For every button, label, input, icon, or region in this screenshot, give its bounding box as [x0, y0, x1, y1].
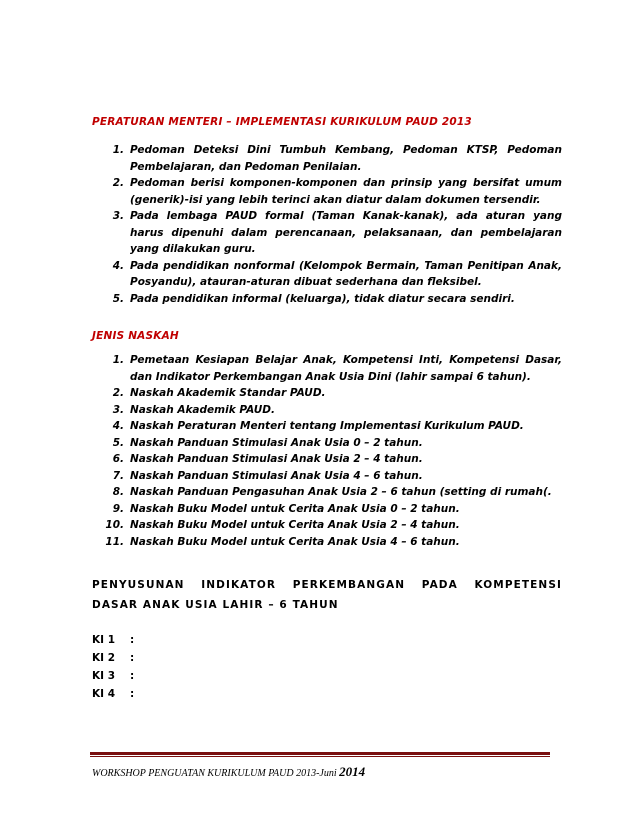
- list-item: 9. Naskah Buku Model untuk Cerita Anak Usia 0 – 2 tahun.: [112, 502, 460, 515]
- list-item: 5. Naskah Panduan Stimulasi Anak Usia 0 – 2 tahun.: [112, 436, 423, 449]
- list-item: 1. Pemetaan Kesiapan Belajar Anak, Kompetensi Inti, Kompetensi Dasar, dan Indikator Perkembangan Anak Usia Dini (lahir sampai 6 tahun).: [112, 354, 562, 383]
- list-item: 2. Naskah Akademik Standar PAUD.: [112, 387, 326, 399]
- jenis-naskah-list: [92, 352, 562, 550]
- ki-row: KI 3 :: [92, 670, 135, 682]
- peraturan-list: [92, 142, 562, 307]
- list-item: 3. Naskah Akademik PAUD.: [112, 403, 275, 416]
- list-item: 10. Naskah Buku Model untuk Cerita Anak Usia 2 – 4 tahun.: [105, 519, 460, 531]
- ki-row: KI 2 :: [92, 652, 135, 664]
- list-item: 4. Naskah Peraturan Menteri tentang Implementasi Kurikulum PAUD.: [112, 420, 524, 432]
- section-heading-penyusunan: PENYUSUNAN INDIKATOR PERKEMBANGAN PADA KOMPETENSI DASAR ANAK USIA LAHIR – 6 TAHUN: [92, 579, 562, 611]
- list-item: 8. Naskah Panduan Pengasuhan Anak Usia 2 – 6 tahun (setting di rumah(.: [112, 486, 552, 498]
- ki-row: KI 4 :: [92, 688, 135, 700]
- ki-row: KI 1 :: [92, 634, 135, 646]
- list-item: 3. Pada lembaga PAUD formal (Taman Kanak-kanak), ada aturan yang harus dipenuhi dalam perencanaan, pelaksanaan, dan pembelajaran yang dilakukan guru.: [112, 210, 562, 255]
- footer-rule-thick: [90, 752, 550, 755]
- list-item: 1. Pedoman Deteksi Dini Tumbuh Kembang, Pedoman KTSP, Pedoman Pembelajaran, dan Pedoman Penilaian.: [112, 144, 562, 173]
- list-item: 7. Naskah Panduan Stimulasi Anak Usia 4 – 6 tahun.: [112, 469, 423, 482]
- page-footer: WORKSHOP PENGUATAN KURIKULUM PAUD 2013-Juni 2014: [92, 764, 366, 779]
- list-item: 6. Naskah Panduan Stimulasi Anak Usia 2 – 4 tahun.: [112, 453, 423, 465]
- section-heading-jenis-naskah: JENIS NASKAH: [92, 330, 179, 342]
- footer-rule-thin: [90, 756, 550, 757]
- list-item: 4. Pada pendidikan nonformal (Kelompok Bermain, Taman Penitipan Anak, Posyandu), atauran-aturan dibuat sederhana dan fleksibel.: [112, 259, 562, 288]
- list-item: 11. Naskah Buku Model untuk Cerita Anak Usia 4 – 6 tahun.: [105, 535, 460, 548]
- list-item: 5. Pada pendidikan informal (keluarga), tidak diatur secara sendiri.: [112, 292, 515, 305]
- section-heading-peraturan: PERATURAN MENTERI – IMPLEMENTASI KURIKULUM PAUD 2013: [92, 116, 472, 128]
- list-item: 2. Pedoman berisi komponen-komponen dan prinsip yang bersifat umum (generik)-isi yang lebih terinci akan diatur dalam dokumen tersendir.: [112, 177, 562, 206]
